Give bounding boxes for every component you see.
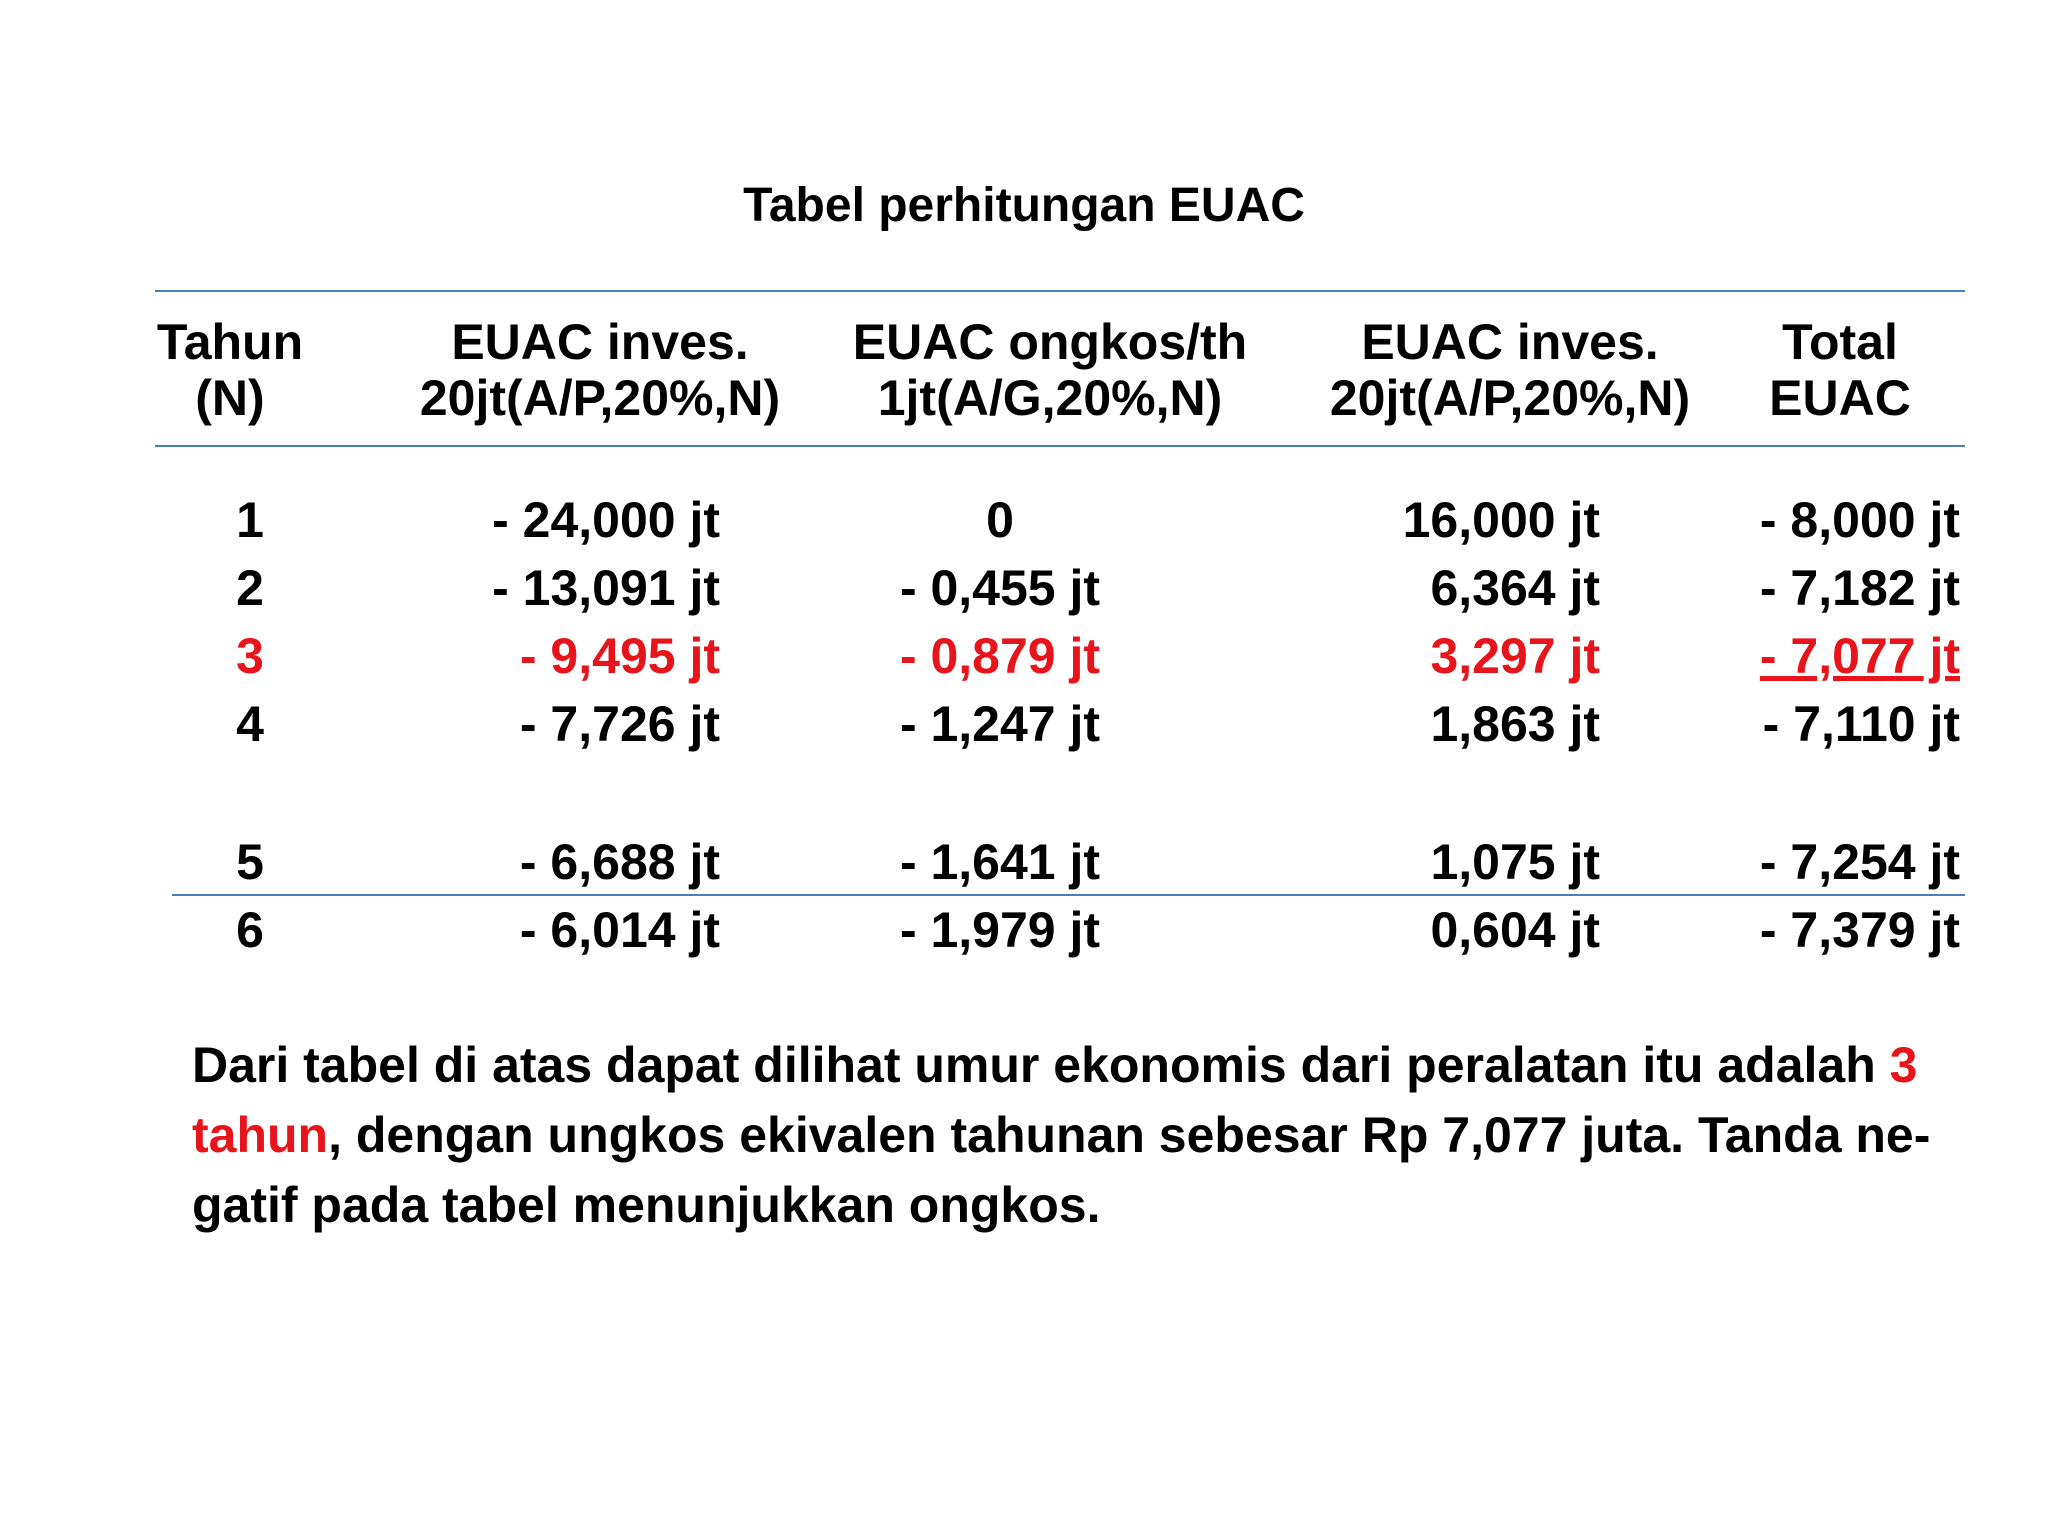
header-euac-inves-line2: 20jt(A/P,20%,N) <box>419 370 781 426</box>
header-tahun-line2: (N) <box>195 370 265 426</box>
cell-euac-inves-2: 0,604 jt <box>1430 902 1600 958</box>
cell-euac-ongkos: 0 <box>986 492 1014 548</box>
cell-euac-ongkos: - 1,641 jt <box>899 834 1101 890</box>
conclusion-highlight: 3 tahun <box>192 1037 1918 1163</box>
cell-total-euac: - 8,000 jt <box>1759 492 1960 548</box>
cell-total-euac: - 7,182 jt <box>1759 560 1960 616</box>
cell-euac-inves-2: 3,297 jt <box>1430 628 1600 684</box>
cell-euac-ongkos: - 0,879 jt <box>899 628 1101 684</box>
header-euac-inves-2 <box>1300 314 1720 426</box>
header-total-euac <box>1730 314 1950 426</box>
header-euac-inves <box>400 314 800 426</box>
cell-total-euac-minimum: - 7,077 jt <box>1759 628 1960 684</box>
header-total-euac-line1: Total <box>1782 314 1898 370</box>
cell-tahun: 4 <box>236 696 264 752</box>
cell-euac-ongkos: - 1,979 jt <box>899 902 1101 958</box>
header-tahun <box>130 314 330 426</box>
cell-tahun: 3 <box>236 628 264 684</box>
cell-euac-inves-2: 1,075 jt <box>1430 834 1600 890</box>
header-euac-inves-2-line2: 20jt(A/P,20%,N) <box>1329 370 1691 426</box>
cell-tahun: 2 <box>236 560 264 616</box>
header-euac-ongkos <box>840 314 1260 426</box>
cell-euac-inves: - 13,091 jt <box>492 560 720 616</box>
cell-total-euac: - 7,379 jt <box>1759 902 1960 958</box>
table-title: Tabel perhitungan EUAC <box>743 179 1305 232</box>
cell-euac-ongkos: - 1,247 jt <box>899 696 1101 752</box>
cell-total-euac: - 7,110 jt <box>1762 696 1960 752</box>
cell-euac-inves: - 7,726 jt <box>519 696 720 752</box>
cell-euac-ongkos: - 0,455 jt <box>899 560 1101 616</box>
cell-euac-inves-2: 1,863 jt <box>1430 696 1600 752</box>
cell-euac-inves: - 24,000 jt <box>492 492 720 548</box>
cell-euac-inves: - 6,688 jt <box>519 834 720 890</box>
header-euac-ongkos-line1: EUAC ongkos/th <box>852 314 1248 370</box>
header-euac-ongkos-line2: 1jt(A/G,20%,N) <box>877 370 1223 426</box>
header-euac-inves-2-line1: EUAC inves. <box>1361 314 1659 370</box>
cell-euac-inves: - 9,495 jt <box>519 628 720 684</box>
cell-tahun: 5 <box>236 834 264 890</box>
conclusion-paragraph <box>192 1030 1962 1240</box>
header-total-euac-line2: EUAC <box>1769 370 1911 426</box>
cell-tahun: 1 <box>236 492 264 548</box>
conclusion-text-2: , dengan ungkos ekivalen tahunan sebesar Rp 7,077 juta. Tanda ne-gatif pada tabel menunjukkan ongkos. <box>192 1107 1931 1233</box>
header-bottom-rule <box>155 445 1965 447</box>
conclusion-text-1: Dari tabel di atas dapat dilihat umur ekonomis dari peralatan itu adalah <box>192 1037 1890 1093</box>
header-tahun-line1: Tahun <box>156 314 304 370</box>
header-euac-inves-line1: EUAC inves. <box>451 314 749 370</box>
cell-euac-inves-2: 6,364 jt <box>1430 560 1600 616</box>
cell-euac-inves: - 6,014 jt <box>519 902 720 958</box>
cell-tahun: 6 <box>236 902 264 958</box>
cell-euac-inves-2: 16,000 jt <box>1402 492 1600 548</box>
row-divider-rule <box>172 894 1965 896</box>
header-top-rule <box>155 290 1965 292</box>
cell-total-euac: - 7,254 jt <box>1759 834 1960 890</box>
